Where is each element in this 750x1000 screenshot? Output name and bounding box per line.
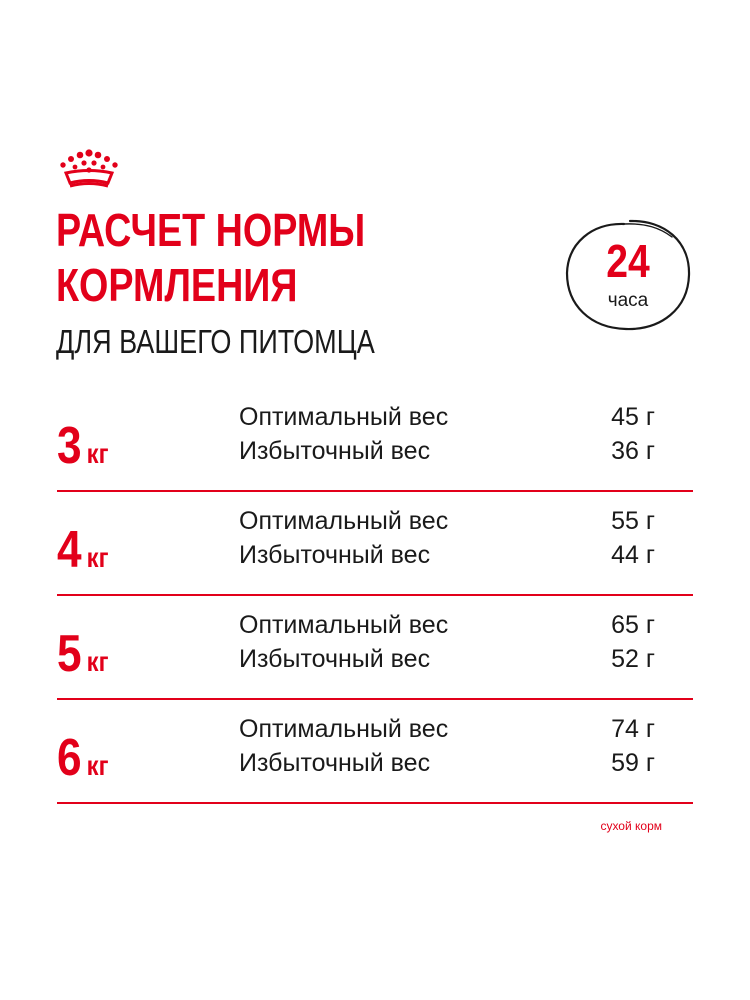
overweight-amount: 52 г: [611, 645, 655, 673]
overweight-label: Избыточный вес: [239, 645, 431, 673]
table-row: [57, 492, 693, 596]
row-divider: [57, 802, 693, 804]
weight-value: [57, 624, 109, 692]
table-row: [57, 700, 693, 804]
table-row: [57, 388, 693, 492]
table-row: [57, 596, 693, 700]
optimal-weight-amount: 55 г: [611, 507, 655, 535]
optimal-weight-label: Оптимальный вес: [239, 403, 449, 431]
badge-number: 24: [606, 235, 650, 287]
weight-value: [57, 416, 109, 484]
optimal-weight-label: Оптимальный вес: [239, 611, 449, 639]
page-subtitle: ДЛЯ ВАШЕГО ПИТОМЦА: [56, 323, 375, 360]
weight-value: [57, 728, 109, 796]
overweight-amount: 59 г: [611, 749, 655, 777]
weight-number: 6: [57, 729, 82, 787]
weight-number: 3: [57, 417, 82, 475]
optimal-weight-amount: 74 г: [611, 715, 655, 743]
badge-unit: часа: [607, 290, 649, 311]
weight-unit: кг: [86, 438, 109, 469]
weight-number: 4: [57, 521, 82, 579]
weight-unit: кг: [86, 646, 109, 677]
weight-value: [57, 520, 109, 588]
overweight-amount: 36 г: [611, 437, 655, 465]
crown-icon: [58, 148, 120, 190]
optimal-weight-amount: 65 г: [611, 611, 655, 639]
page-title-line-2: КОРМЛЕНИЯ: [56, 259, 298, 311]
footnote: сухой корм: [600, 819, 662, 833]
optimal-weight-label: Оптимальный вес: [239, 715, 449, 743]
weight-unit: кг: [86, 542, 109, 573]
weight-unit: кг: [86, 750, 109, 781]
overweight-label: Избыточный вес: [239, 437, 431, 465]
overweight-label: Избыточный вес: [239, 541, 431, 569]
feeding-table: [57, 388, 693, 804]
optimal-weight-amount: 45 г: [611, 403, 655, 431]
overweight-amount: 44 г: [611, 541, 655, 569]
optimal-weight-label: Оптимальный вес: [239, 507, 449, 535]
weight-number: 5: [57, 625, 82, 683]
hours-badge: [560, 215, 696, 335]
overweight-label: Избыточный вес: [239, 749, 431, 777]
page-title-line-1: РАСЧЕТ НОРМЫ: [56, 204, 366, 256]
